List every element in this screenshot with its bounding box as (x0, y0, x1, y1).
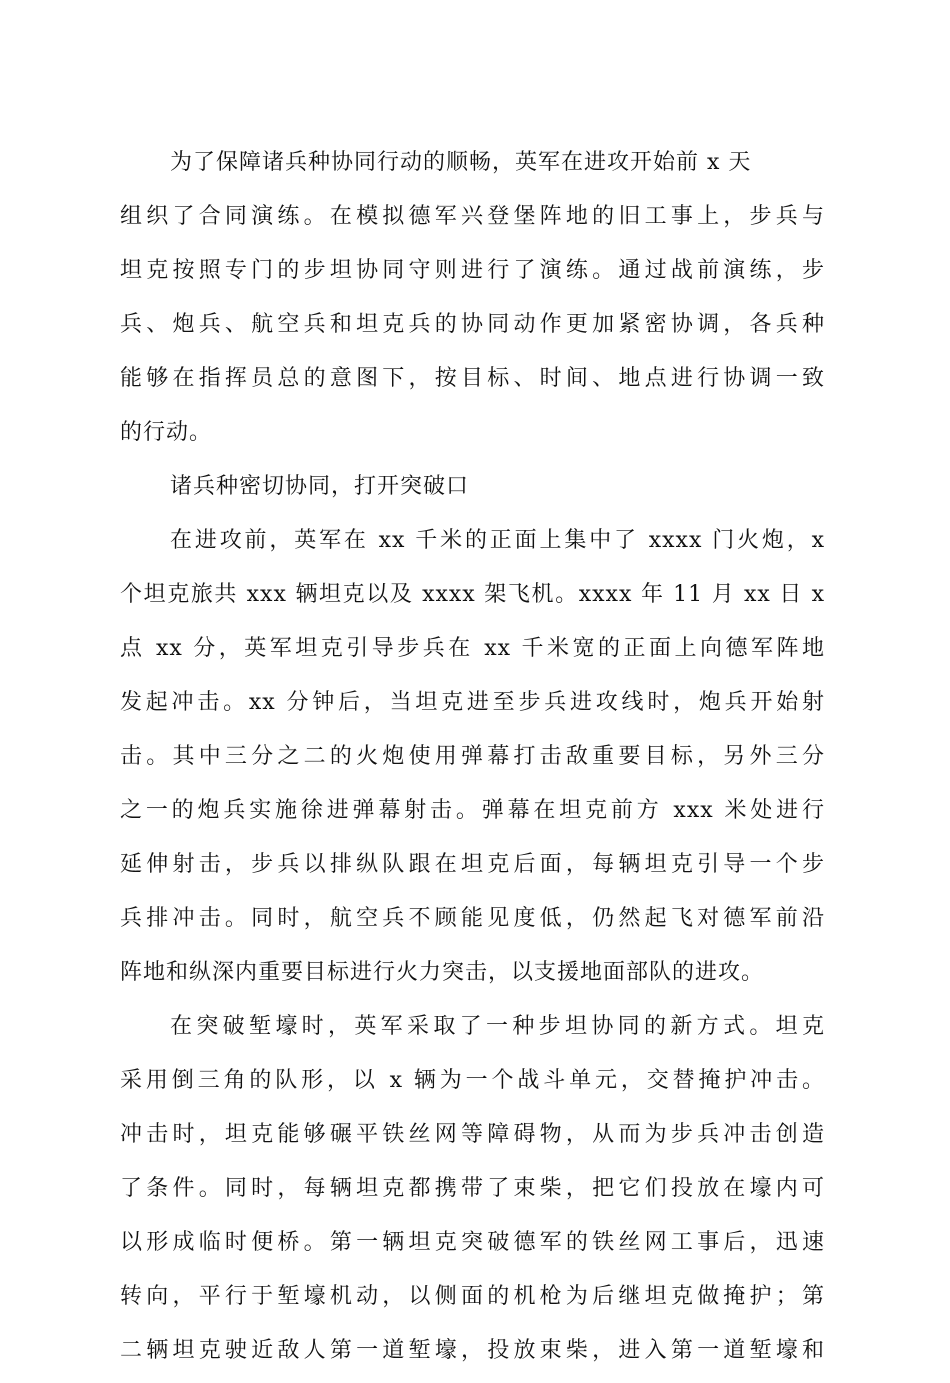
paragraph-2-line-9: 阵地和纵深内重要目标进行火力突击，以支援地面部队的进攻。 (120, 960, 765, 985)
paragraph-3-line-7: 二辆坦克驶近敌人第一道堑壕，投放束柴，进入第一道堑壕和 (120, 1338, 825, 1363)
paragraph-3-line-4: 了条件。同时，每辆坦克都携带了束柴，把它们投放在壕内可 (120, 1176, 825, 1201)
paragraph-2-line-8: 兵排冲击。同时，航空兵不顾能见度低，仍然起飞对德军前沿 (120, 906, 825, 931)
section-heading: 诸兵种密切协同，打开突破口 (170, 474, 470, 499)
paragraph-3-line-3: 冲击时，坦克能够碾平铁丝网等障碍物，从而为步兵冲击创造 (120, 1122, 825, 1147)
paragraph-3-line-2: 采用倒三角的队形，以 x 辆为一个战斗单元，交替掩护冲击。 (120, 1068, 825, 1093)
paragraph-2-line-3: 点 xx 分，英军坦克引导步兵在 xx 千米宽的正面上向德军阵地 (120, 636, 825, 661)
paragraph-1-line-6: 的行动。 (120, 420, 213, 445)
paragraph-1-line-2: 组织了合同演练。在模拟德军兴登堡阵地的旧工事上，步兵与 (120, 204, 825, 229)
paragraph-1-line-4: 兵、炮兵、航空兵和坦克兵的协同动作更加紧密协调，各兵种 (120, 312, 825, 337)
paragraph-2-line-7: 延伸射击，步兵以排纵队跟在坦克后面，每辆坦克引导一个步 (120, 852, 825, 877)
paragraph-2-line-6: 之一的炮兵实施徐进弹幕射击。弹幕在坦克前方 xxx 米处进行 (120, 798, 825, 823)
paragraph-2-line-5: 击。其中三分之二的火炮使用弹幕打击敌重要目标，另外三分 (120, 744, 825, 769)
paragraph-3-line-6: 转向，平行于堑壕机动，以侧面的机枪为后继坦克做掩护；第 (120, 1284, 825, 1309)
paragraph-2-line-1: 在进攻前，英军在 xx 千米的正面上集中了 xxxx 门火炮，x (170, 528, 825, 553)
paragraph-1-line-3: 坦克按照专门的步坦协同守则进行了演练。通过战前演练，步 (120, 258, 825, 283)
paragraph-1-line-1: 为了保障诸兵种协同行动的顺畅，英军在进攻开始前 x 天 (170, 150, 752, 175)
paragraph-3-line-5: 以形成临时便桥。第一辆坦克突破德军的铁丝网工事后，迅速 (120, 1230, 825, 1255)
paragraph-2-line-2: 个坦克旅共 xxx 辆坦克以及 xxxx 架飞机。xxxx 年 11 月 xx 日 x (120, 582, 825, 607)
paragraph-1-line-5: 能够在指挥员总的意图下，按目标、时间、地点进行协调一致 (120, 366, 825, 391)
body-text (120, 141, 825, 1383)
paragraph-2-line-4: 发起冲击。xx 分钟后，当坦克进至步兵进攻线时，炮兵开始射 (120, 690, 825, 715)
paragraph-3-line-1: 在突破堑壕时，英军采取了一种步坦协同的新方式。坦克 (170, 1014, 825, 1039)
